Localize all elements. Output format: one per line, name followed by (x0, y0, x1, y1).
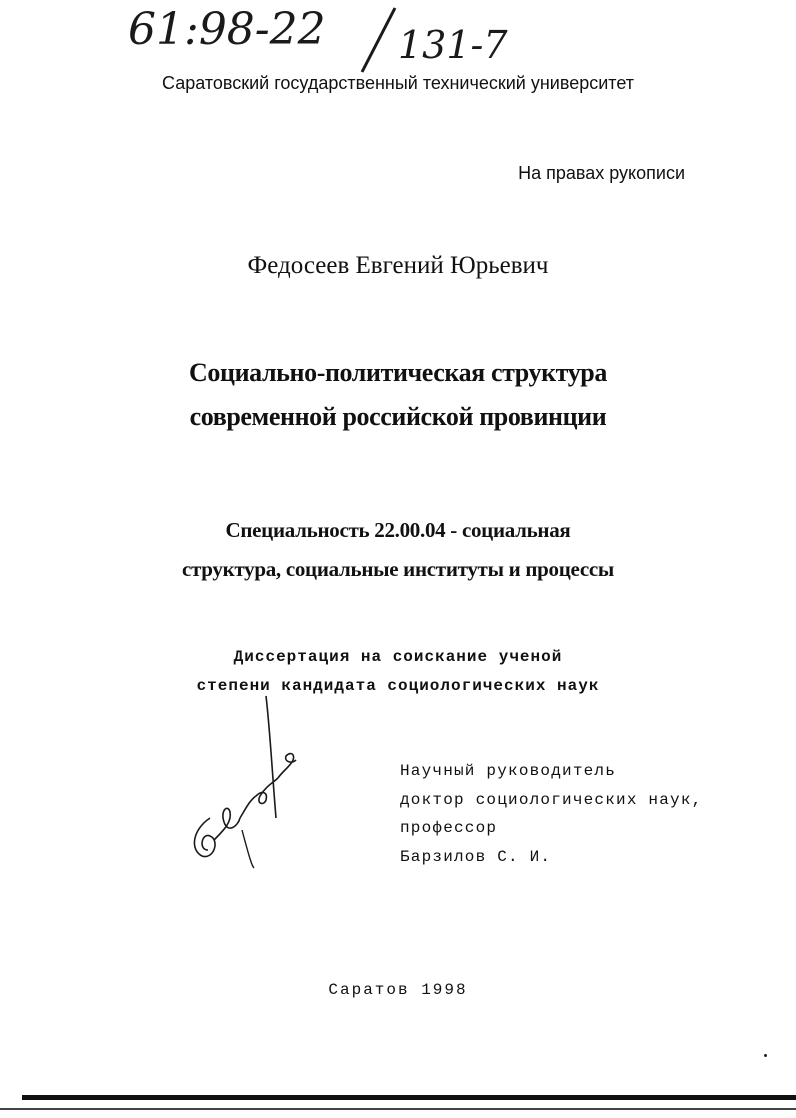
bottom-rule-svg (0, 1090, 796, 1118)
title-line-1: Социально-политическая структура (189, 358, 607, 387)
university-name: Саратовский государственный технический университет (162, 73, 634, 93)
bottom-rule-thin (0, 1108, 796, 1110)
advisor-degree: доктор социологических наук, (400, 791, 703, 809)
city-year: Саратов 1998 (328, 981, 468, 999)
signature-svg (180, 690, 310, 870)
title-line-2: современной российской провинции (189, 402, 607, 431)
archive-code-handwritten (0, 0, 560, 80)
specialty-line-1: Специальность 22.00.04 - социальная (225, 518, 571, 542)
bottom-scan-rule (0, 1090, 796, 1118)
specialty-line-2: структура, социальные институты и процессы (182, 557, 614, 581)
archive-code-right: 131-7 (398, 23, 508, 67)
scan-speck (764, 1054, 767, 1057)
archive-code-svg (0, 0, 560, 80)
author-signature (180, 690, 310, 870)
degree-line-1: Диссертация на соискание ученой (233, 648, 563, 666)
archive-code-left: 61:98-22 (128, 4, 326, 55)
archive-code-slash (362, 8, 395, 72)
degree-line-2: степени кандидата социологических наук (196, 677, 600, 695)
manuscript-note: На правах рукописи (518, 163, 685, 183)
bottom-rule-thick (22, 1095, 796, 1100)
advisor-role: Научный руководитель (400, 762, 617, 780)
author-name: Федосеев Евгений Юрьевич (247, 252, 549, 279)
advisor-name: Барзилов С. И. (400, 848, 552, 866)
advisor-rank: профессор (400, 819, 498, 837)
